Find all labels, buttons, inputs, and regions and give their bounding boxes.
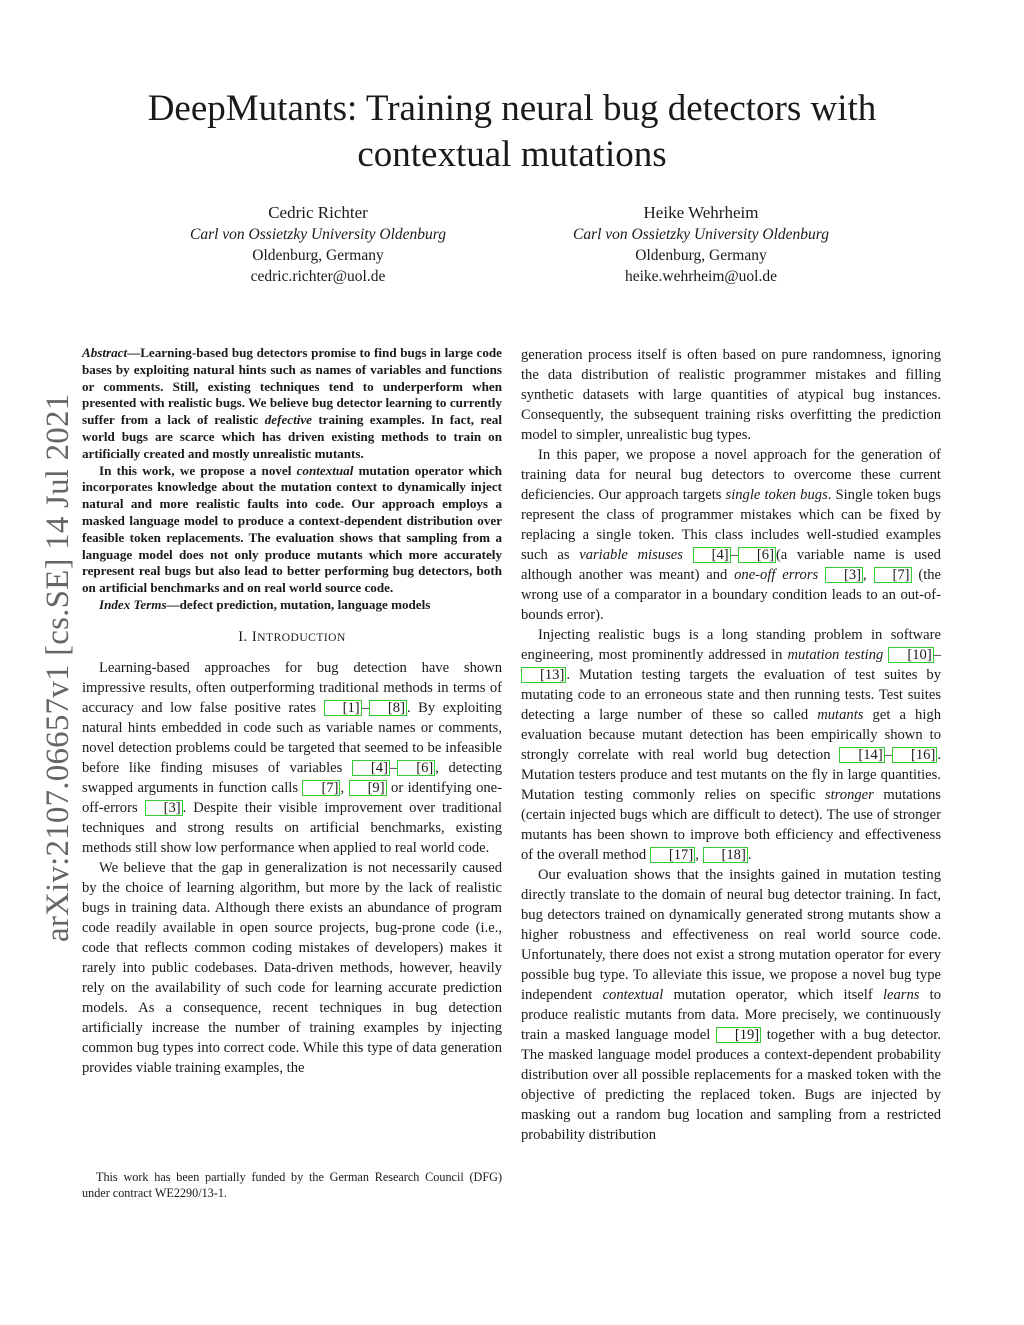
- body-paragraph: generation process itself is often based on pure randomness, ignoring the data distribution of realistic programmer mistakes and filling synthetic datasets with large quantities of atypical bug instances. Consequently, the subsequent training risks overfitting the prediction model to simpler, unrealistic bug types.: [521, 347, 941, 443]
- citation-link[interactable]: [4]: [693, 547, 731, 563]
- citation-link[interactable]: [13]: [521, 667, 566, 683]
- body-paragraph: Our evaluation shows that the insights gained in mutation testing directly translate to the domain of neural bug detector training. In fact, bug detectors trained on dynamically generated strong mutants show a higher robustness and effectiveness on real world source code. Unfortunately, there does not exist a strong mutation operator for every possible bug type. To alleviate this issue, we propose a novel bug type independent contextual mutation operator, which itself learns to produce realistic mutants from data. More precisely, we continuously train a masked language model [19] together with a bug detector. The masked language model produces a context-dependent probability distribution over all possible replacements for a masked token with the objective of predicting the replaced token. Bugs are injected by masking out a random bug location and sampling from a restricted probability distribution: [521, 867, 942, 1143]
- author-email: heike.wehrheim@uol.de: [624, 268, 777, 285]
- body-paragraph: Injecting realistic bugs is a long standing problem in software engineering, most prominently addressed in mutation testing [10] –[13] . Mutation testing targets the evaluation of test suites by mutating code to an erroneous state and then running tests. Test suites detecting a large number of these so called mutants get a high evaluation because mutant detection has been empirically shown to strongly correlate with real world bug detection [14] – [16] . Mutation testers produce and test mutants on the fly in large quantities. Mutation testing commonly relies on specific stronger mutations (certain injected bugs which are difficult to detect). The use of stronger mutants has been shown to improve both efficiency and effectiveness of the overall method [17] , [18] .: [521, 627, 941, 863]
- citation-link[interactable]: [3]: [145, 800, 183, 816]
- citation-link[interactable]: [17]: [650, 847, 695, 863]
- author-name: Heike Wehrheim: [643, 203, 759, 222]
- paper-title: DeepMutants: Training neural bug detectors with contextual mutations: [147, 88, 877, 175]
- citation-link[interactable]: [3]: [825, 567, 863, 583]
- citation-link[interactable]: [4]: [352, 760, 390, 776]
- citation-link[interactable]: [6]: [738, 547, 776, 563]
- author-name: Cedric Richter: [268, 203, 368, 222]
- citation-link[interactable]: [9]: [349, 780, 387, 796]
- author-location: Oldenburg, Germany: [252, 247, 384, 264]
- citation-link[interactable]: [10]: [888, 647, 933, 663]
- arxiv-identifier: arXiv:2107.06657v1 [cs.SE] 14 Jul 2021: [40, 393, 76, 942]
- citation-link[interactable]: [14]: [839, 747, 884, 763]
- citation-link[interactable]: [18]: [703, 847, 748, 863]
- section-heading-introduction: I. INTRODUCTION: [238, 628, 346, 645]
- citation-link[interactable]: [19]: [716, 1027, 761, 1043]
- index-terms-label: Index Terms: [99, 596, 167, 612]
- left-column: [82, 345, 502, 1078]
- body-paragraph: In this paper, we propose a novel approach for the generation of training data for neural bug detectors to overcome these current deficiencies. Our approach targets single token bugs. Single token bugs represent the class of programmer mistakes which can be fixed by replacing a single token. This class includes well-studied examples such as variable misuses [4] – [6] (a variable name is used although another was meant) and one-off errors [3] , [7] (the wrong use of a comparator in a boundary condition leads to an out-of-bounds error).: [521, 447, 942, 623]
- citation-link[interactable]: [7]: [874, 567, 912, 583]
- author-block-1: [148, 202, 488, 287]
- citation-link[interactable]: [7]: [302, 780, 340, 796]
- body-paragraph: Learning-based approaches for bug detection have shown impressive results, often outperforming traditional methods in terms of accuracy and low false positive rates [1] – [8] . By exploiting natural hints embedded in code such as variable names or comments, novel detection problems could be targeted that seemed to be infeasible before like finding misuses of variables [4] – [6] , detecting swapped arguments in function calls [7] , [9] or identifying one-off-errors [3] . Despite their visible improvement over traditional techniques and strong results on artificial benchmarks, existing methods still show low performance when applied to real world code.: [82, 659, 503, 856]
- author-location: Oldenburg, Germany: [635, 247, 767, 264]
- author-affiliation: Carl von Ossietzky University Oldenburg: [190, 226, 446, 243]
- author-email: cedric.richter@uol.de: [250, 268, 386, 285]
- abstract-paragraph-2: In this work, we propose a novel contextual mutation operator which incorporates knowledge about the mutation context to dynamically inject natural and more realistic faults into code. Our approach employs a masked language model to produce a context-dependent distribution over feasible token replacements. The evaluation shows that sampling from a language model does not only produce mutants which more accurately represent real bugs but also lead to better performing bug detectors, both on artificial benchmarks and on real world source code.: [82, 462, 502, 596]
- index-terms: Index Terms—defect prediction, mutation, language models: [99, 596, 431, 612]
- author-affiliation: Carl von Ossietzky University Oldenburg: [573, 226, 829, 243]
- citation-link[interactable]: [6]: [397, 760, 435, 776]
- author-block-2: [531, 202, 871, 287]
- citation-link[interactable]: [1]: [324, 700, 362, 716]
- citation-link[interactable]: [16]: [892, 747, 937, 763]
- footnote: This work has been partially funded by the German Research Council (DFG) under contract WE2290/13-1.: [82, 1170, 502, 1200]
- body-paragraph: We believe that the gap in generalization is not necessarily caused by the choice of learning algorithm, but more by the lack of realistic bugs in training data. Although there exists an abundance of program code readily available in open source projects, bug-prone code (i.e., code that reflects common coding mistakes of developers) makes it rarely into public codebases. Data-driven methods, however, heavily rely on the availability of such code for learning accurate prediction models. As a consequence, recent techniques in bug detection artificially increase the number of training examples by injecting common bug types into correct code. While this type of data generation provides viable training examples, the: [82, 859, 502, 1076]
- citation-link[interactable]: [8]: [369, 700, 407, 716]
- right-column: [521, 345, 941, 1145]
- abstract-paragraph-1: Abstract—Learning-based bug detectors promise to find bugs in large code bases by exploiting natural hints such as names of variables and functions or comments. Still, existing techniques tend to underperform when presented with realistic bugs. We believe bug detector learning to currently suffer from a lack of realistic defective training examples. In fact, real world bugs are scarce which has driven existing methods to train on artificially created and mostly unrealistic mutants.: [82, 345, 502, 461]
- abstract-label: Abstract: [82, 345, 128, 360]
